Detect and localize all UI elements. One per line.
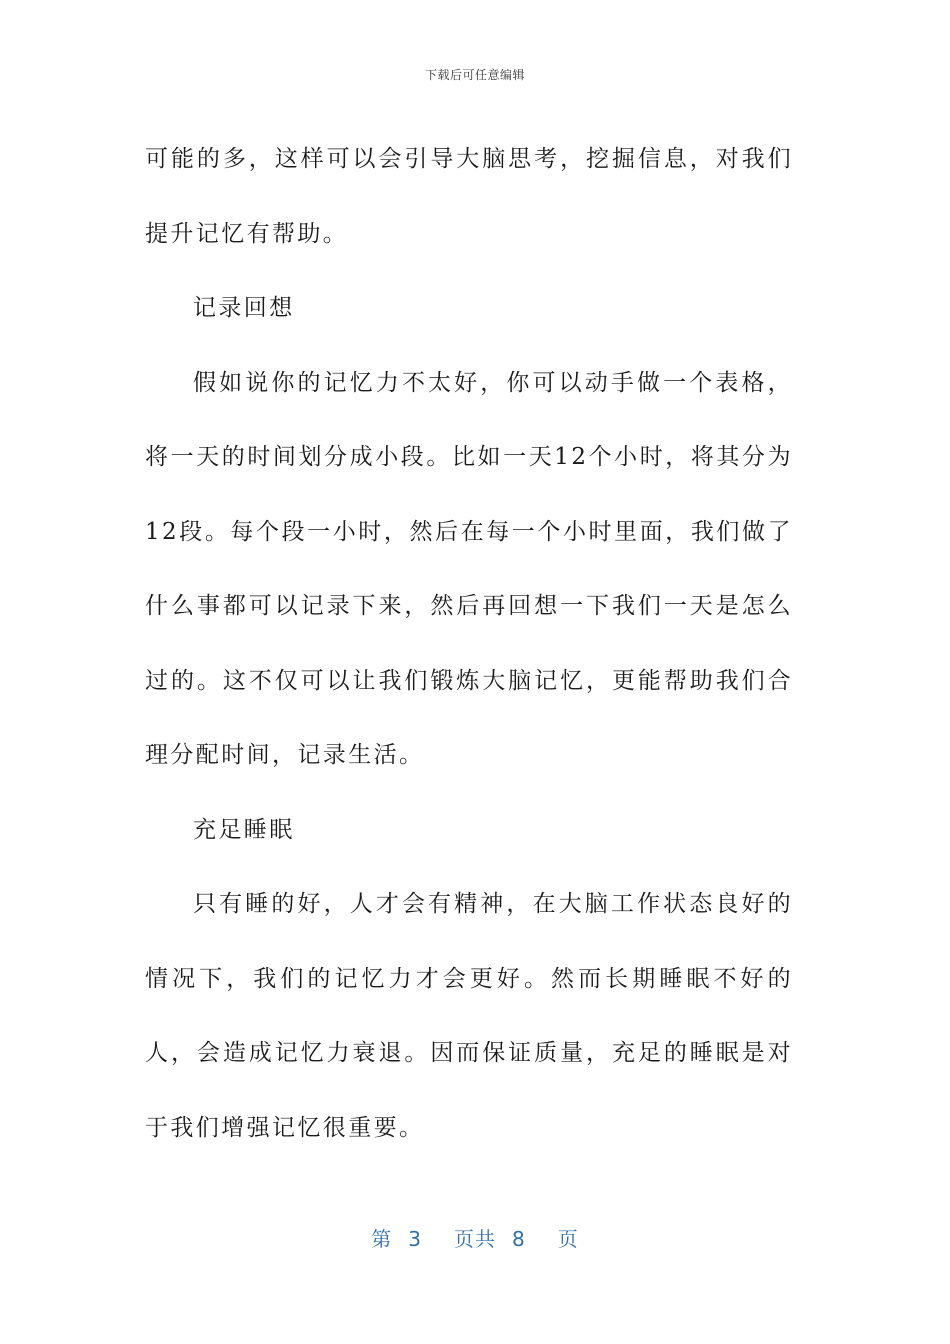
paragraph-intro-continuation: 可能的多，这样可以会引导大脑思考，挖掘信息，对我们提升记忆有帮助。: [145, 146, 793, 247]
footer-suffix: 页: [557, 1227, 579, 1251]
page-footer: [0, 1223, 950, 1252]
footer-middle: 页共: [454, 1227, 496, 1251]
paragraph-sufficient-sleep: 只有睡的好，人才会有精神，在大脑工作状态良好的情况下，我们的记忆力才会更好。然而长期睡眠不好的人，会造成记忆力衰退。因而保证质量，充足的睡眠是对于我们增强记忆很重要。: [145, 891, 793, 1141]
document-body: [145, 122, 793, 1165]
paragraph-record-recall: 假如说你的记忆力不太好，你可以动手做一个表格，将一天的时间划分成小段。比如一天12个小时，将其分为12段。每个段一小时，然后在每一个小时里面，我们做了什么事都可以记录下来，然后再回想一下我们一天是怎么过的。这不仅可以让我们锻炼大脑记忆，更能帮助我们合理分配时间，记录生活。: [145, 369, 793, 768]
footer-page-number: 3: [408, 1227, 422, 1251]
footer-total-pages: 8: [512, 1227, 526, 1251]
section-heading-record-recall: 记录回想: [193, 295, 295, 321]
page-header: 下载后可任意编辑: [424, 68, 525, 82]
section-heading-sufficient-sleep: 充足睡眠: [193, 816, 295, 843]
footer-prefix: 第: [371, 1227, 393, 1251]
